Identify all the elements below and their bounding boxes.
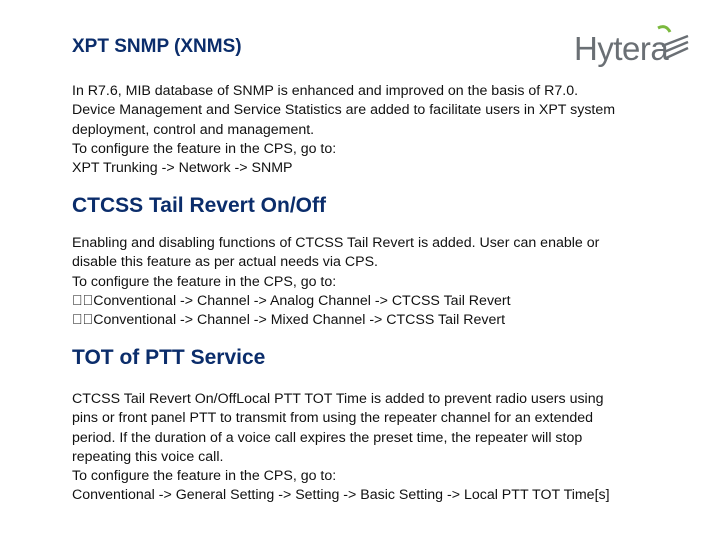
body-line: To configure the feature in the CPS, go to: <box>72 140 337 157</box>
body-line: repeating this voice call. <box>72 448 224 465</box>
section-body-tot-ptt <box>72 390 702 506</box>
body-line:   Conventional -> Channel -> Analog Channel -> CTCSS Tail Revert <box>72 292 511 309</box>
body-line: Conventional -> General Setting -> Setting -> Basic Setting -> Local PTT TOT Time[s] <box>72 487 610 504</box>
section-title-ctcss: CTCSS Tail Revert On/Off <box>72 194 326 217</box>
section-body-xpt-snmp <box>72 82 702 178</box>
body-line: In R7.6, MIB database of SNMP is enhanced and improved on the basis of R7.0. <box>72 83 579 99</box>
section-body-ctcss <box>72 234 702 330</box>
body-line: Enabling and disabling functions of CTCSS Tail Revert is added. User can enable or <box>72 235 600 251</box>
hytera-logo <box>570 22 690 68</box>
section-title-tot-ptt: TOT of PTT Service <box>72 346 266 369</box>
body-line:   Conventional -> Channel -> Mixed Channel -> CTCSS Tail Revert <box>72 312 506 329</box>
body-line: deployment, control and management. <box>72 121 315 138</box>
body-line: To configure the feature in the CPS, go to: <box>72 273 337 290</box>
logo-text: Hytera <box>574 30 669 67</box>
body-line: disable this feature as per actual needs via CPS. <box>72 254 378 271</box>
body-line: CTCSS Tail Revert On/OffLocal PTT TOT Time is added to prevent radio users using <box>72 391 604 407</box>
body-line: XPT Trunking -> Network -> SNMP <box>72 160 293 177</box>
section-title-xpt-snmp: XPT SNMP (XNMS) <box>72 36 242 57</box>
logo-swoosh-icon <box>570 22 690 68</box>
body-line: Device Management and Service Statistics are added to facilitate users in XPT system <box>72 102 616 119</box>
body-line: period. If the duration of a voice call expires the preset time, the repeater will stop <box>72 429 583 446</box>
body-line: pins or front panel PTT to transmit from using the repeater channel for an extended <box>72 410 594 427</box>
body-line: To configure the feature in the CPS, go to: <box>72 468 337 485</box>
